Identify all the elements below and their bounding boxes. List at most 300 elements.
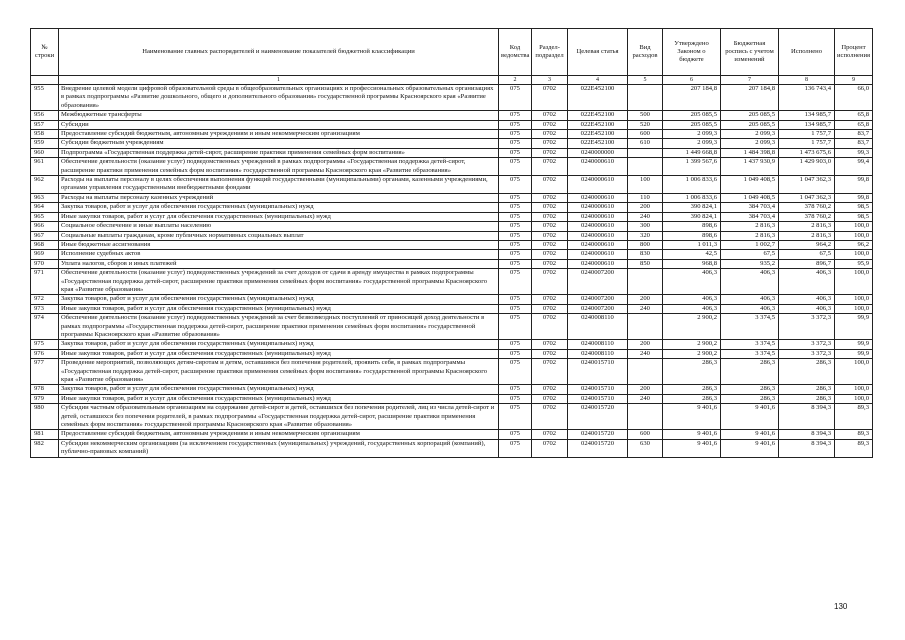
ministry-code-cell: 075	[499, 240, 532, 249]
budget-list-amount-cell: 406,3	[721, 295, 779, 304]
table-row	[31, 295, 873, 304]
ministry-code-cell: 075	[499, 269, 532, 295]
expense-type-cell: 600	[628, 430, 663, 439]
ministry-code-cell: 075	[499, 111, 532, 120]
target-item-cell: 022E452100	[568, 85, 628, 111]
section-cell: 0702	[532, 240, 568, 249]
ministry-code-cell: 075	[499, 148, 532, 157]
header-expense-type: Вид расходов	[628, 29, 663, 76]
approved-amount-cell: 207 184,8	[663, 85, 721, 111]
ministry-code-cell: 075	[499, 222, 532, 231]
row-name-cell: Иные закупки товаров, работ и услуг для обеспечения государственных (муниципальных) нужд	[59, 212, 499, 221]
ministry-code-cell: 075	[499, 250, 532, 259]
section-cell: 0702	[532, 212, 568, 221]
section-cell: 0702	[532, 148, 568, 157]
row-number-cell: 979	[31, 394, 59, 403]
header-row-no: № строки	[31, 29, 59, 76]
target-item-cell: 0240000610	[568, 176, 628, 194]
approved-amount-cell: 286,3	[663, 394, 721, 403]
ministry-code-cell: 075	[499, 314, 532, 340]
table-row	[31, 212, 873, 221]
executed-amount-cell: 8 394,3	[779, 430, 835, 439]
table-row	[31, 314, 873, 340]
percent-cell: 100,0	[835, 222, 873, 231]
ministry-code-cell: 075	[499, 130, 532, 139]
percent-cell: 99,9	[835, 314, 873, 340]
budget-list-amount-cell: 1 437 930,9	[721, 158, 779, 176]
target-item-cell: 0240000610	[568, 193, 628, 202]
row-number-cell: 981	[31, 430, 59, 439]
target-item-cell: 0240007200	[568, 295, 628, 304]
ministry-code-cell: 075	[499, 85, 532, 111]
section-cell: 0702	[532, 385, 568, 394]
percent-cell: 99,8	[835, 176, 873, 194]
row-name-cell: Предоставление субсидий бюджетным, автономным учреждениям и иным некоммерческим организациям	[59, 430, 499, 439]
table-row	[31, 111, 873, 120]
ministry-code-cell: 075	[499, 439, 532, 457]
table-row	[31, 304, 873, 313]
target-item-cell: 0240015710	[568, 359, 628, 385]
ministry-code-cell: 075	[499, 404, 532, 430]
row-number-cell: 955	[31, 85, 59, 111]
executed-amount-cell: 1 757,7	[779, 139, 835, 148]
row-number-cell: 963	[31, 193, 59, 202]
budget-list-amount-cell: 205 085,5	[721, 120, 779, 129]
row-name-cell: Закупка товаров, работ и услуг для обеспечения государственных (муниципальных) нужд	[59, 340, 499, 349]
table-row	[31, 439, 873, 457]
percent-cell: 98,5	[835, 212, 873, 221]
section-cell: 0702	[532, 111, 568, 120]
section-cell: 0702	[532, 231, 568, 240]
ministry-code-cell: 075	[499, 430, 532, 439]
target-item-cell: 0240015720	[568, 430, 628, 439]
column-number: 8	[779, 76, 835, 85]
target-item-cell: 0240008110	[568, 314, 628, 340]
row-number-cell: 976	[31, 349, 59, 358]
percent-cell: 65,8	[835, 111, 873, 120]
percent-cell: 83,7	[835, 139, 873, 148]
section-cell: 0702	[532, 394, 568, 403]
table-row	[31, 120, 873, 129]
column-number: 2	[499, 76, 532, 85]
budget-list-amount-cell: 67,5	[721, 250, 779, 259]
budget-list-amount-cell: 406,3	[721, 304, 779, 313]
row-name-cell: Расходы на выплаты персоналу казенных учреждений	[59, 193, 499, 202]
row-number-cell: 964	[31, 203, 59, 212]
executed-amount-cell: 2 816,3	[779, 231, 835, 240]
column-number: 9	[835, 76, 873, 85]
header-row	[31, 29, 873, 76]
budget-list-amount-cell: 3 374,5	[721, 349, 779, 358]
approved-amount-cell: 2 900,2	[663, 349, 721, 358]
approved-amount-cell: 898,6	[663, 231, 721, 240]
section-cell: 0702	[532, 203, 568, 212]
ministry-code-cell: 075	[499, 212, 532, 221]
table-row	[31, 359, 873, 385]
column-number	[31, 76, 59, 85]
column-number: 6	[663, 76, 721, 85]
row-number-cell: 972	[31, 295, 59, 304]
approved-amount-cell: 2 099,3	[663, 130, 721, 139]
percent-cell: 100,0	[835, 231, 873, 240]
row-name-cell: Субсидии некоммерческим организациям (за исключением государственных (муниципальных) учреждений, государственных корпораций (компаний), публично-правовых компаний)	[59, 439, 499, 457]
row-number-cell: 974	[31, 314, 59, 340]
approved-amount-cell: 1 449 668,8	[663, 148, 721, 157]
expense-type-cell: 240	[628, 304, 663, 313]
percent-cell: 83,7	[835, 130, 873, 139]
table-body	[31, 85, 873, 458]
table-row	[31, 385, 873, 394]
table-row	[31, 394, 873, 403]
section-cell: 0702	[532, 130, 568, 139]
percent-cell: 89,3	[835, 404, 873, 430]
budget-list-amount-cell: 1 049 408,5	[721, 176, 779, 194]
executed-amount-cell: 3 372,3	[779, 340, 835, 349]
ministry-code-cell: 075	[499, 349, 532, 358]
ministry-code-cell: 075	[499, 394, 532, 403]
table-row	[31, 240, 873, 249]
executed-amount-cell: 1 047 362,3	[779, 193, 835, 202]
table-row	[31, 85, 873, 111]
expense-type-cell: 200	[628, 385, 663, 394]
target-item-cell: 0240000610	[568, 250, 628, 259]
ministry-code-cell: 075	[499, 158, 532, 176]
executed-amount-cell: 964,2	[779, 240, 835, 249]
expense-type-cell: 520	[628, 120, 663, 129]
header-approved: Утверждено Законом о бюджете	[663, 29, 721, 76]
approved-amount-cell: 9 401,6	[663, 430, 721, 439]
executed-amount-cell: 8 394,3	[779, 439, 835, 457]
expense-type-cell: 600	[628, 130, 663, 139]
approved-amount-cell: 1 006 833,6	[663, 176, 721, 194]
executed-amount-cell: 134 985,7	[779, 120, 835, 129]
approved-amount-cell: 1 399 567,6	[663, 158, 721, 176]
section-cell: 0702	[532, 404, 568, 430]
percent-cell: 65,8	[835, 120, 873, 129]
row-number-cell: 961	[31, 158, 59, 176]
target-item-cell: 022E452100	[568, 120, 628, 129]
column-number: 1	[59, 76, 499, 85]
budget-list-amount-cell: 9 401,6	[721, 404, 779, 430]
table-row	[31, 404, 873, 430]
ministry-code-cell: 075	[499, 304, 532, 313]
percent-cell: 99,3	[835, 148, 873, 157]
budget-list-amount-cell: 3 374,5	[721, 314, 779, 340]
approved-amount-cell: 406,3	[663, 295, 721, 304]
row-number-cell: 978	[31, 385, 59, 394]
target-item-cell: 0240000610	[568, 212, 628, 221]
percent-cell: 66,0	[835, 85, 873, 111]
row-name-cell: Субсидии частным образовательным организациям на содержание детей-сирот и детей, оставшихся без попечения родителей, лиц из числа детей-сирот и детей, оставшихся без попечения родителей, в рамках подпрограммы «Государственная поддержка детей-сирот, расширение практики применения семейных форм воспитания» государственной программы Красноярского края «Развитие образования»	[59, 404, 499, 430]
table-row	[31, 349, 873, 358]
expense-type-cell: 100	[628, 176, 663, 194]
budget-report-page	[30, 28, 872, 458]
budget-list-amount-cell: 384 703,4	[721, 203, 779, 212]
approved-amount-cell: 898,6	[663, 222, 721, 231]
expense-type-cell: 830	[628, 250, 663, 259]
percent-cell: 100,0	[835, 295, 873, 304]
row-number-cell: 973	[31, 304, 59, 313]
row-number-cell: 958	[31, 130, 59, 139]
row-number-cell: 967	[31, 231, 59, 240]
section-cell: 0702	[532, 439, 568, 457]
target-item-cell: 0240000000	[568, 148, 628, 157]
section-cell: 0702	[532, 269, 568, 295]
target-item-cell: 0240015720	[568, 404, 628, 430]
section-cell: 0702	[532, 359, 568, 385]
column-number: 7	[721, 76, 779, 85]
percent-cell: 99,9	[835, 349, 873, 358]
section-cell: 0702	[532, 120, 568, 129]
target-item-cell: 0240000610	[568, 158, 628, 176]
column-number-row	[31, 76, 873, 85]
budget-list-amount-cell: 286,3	[721, 394, 779, 403]
executed-amount-cell: 406,3	[779, 269, 835, 295]
row-number-cell: 982	[31, 439, 59, 457]
table-row	[31, 176, 873, 194]
row-number-cell: 956	[31, 111, 59, 120]
row-number-cell: 965	[31, 212, 59, 221]
row-name-cell: Обеспечение деятельности (оказание услуг) подведомственных учреждений в рамках подпрограммы «Государственная поддержка детей-сирот, расширение практики применения семейных форм воспитания» государственной программы Красноярского края «Развитие образования»	[59, 158, 499, 176]
percent-cell: 99,8	[835, 193, 873, 202]
approved-amount-cell: 286,3	[663, 359, 721, 385]
approved-amount-cell: 968,8	[663, 259, 721, 268]
executed-amount-cell: 1 047 362,3	[779, 176, 835, 194]
table-row	[31, 193, 873, 202]
executed-amount-cell: 3 372,3	[779, 349, 835, 358]
row-number-cell: 966	[31, 222, 59, 231]
budget-list-amount-cell: 9 401,6	[721, 439, 779, 457]
row-name-cell: Предоставление субсидий бюджетным, автономным учреждениям и иным некоммерческим организациям	[59, 130, 499, 139]
row-number-cell: 959	[31, 139, 59, 148]
budget-list-amount-cell: 9 401,6	[721, 430, 779, 439]
expense-type-cell	[628, 148, 663, 157]
percent-cell: 95,9	[835, 259, 873, 268]
page-number: 130	[834, 602, 848, 611]
section-cell: 0702	[532, 85, 568, 111]
percent-cell: 100,0	[835, 304, 873, 313]
target-item-cell: 022E452100	[568, 111, 628, 120]
expense-type-cell: 200	[628, 295, 663, 304]
approved-amount-cell: 1 011,3	[663, 240, 721, 249]
percent-cell: 100,0	[835, 269, 873, 295]
row-name-cell: Иные закупки товаров, работ и услуг для обеспечения государственных (муниципальных) нужд	[59, 394, 499, 403]
percent-cell: 98,5	[835, 203, 873, 212]
ministry-code-cell: 075	[499, 231, 532, 240]
section-cell: 0702	[532, 304, 568, 313]
approved-amount-cell: 1 006 833,6	[663, 193, 721, 202]
row-name-cell: Исполнение судебных актов	[59, 250, 499, 259]
executed-amount-cell: 2 816,3	[779, 222, 835, 231]
table-row	[31, 148, 873, 157]
row-name-cell: Иные бюджетные ассигнования	[59, 240, 499, 249]
expense-type-cell: 110	[628, 193, 663, 202]
executed-amount-cell: 406,3	[779, 304, 835, 313]
budget-list-amount-cell: 384 703,4	[721, 212, 779, 221]
expense-type-cell: 300	[628, 222, 663, 231]
percent-cell: 100,0	[835, 394, 873, 403]
budget-list-amount-cell: 2 816,3	[721, 231, 779, 240]
percent-cell: 100,0	[835, 385, 873, 394]
column-number: 3	[532, 76, 568, 85]
section-cell: 0702	[532, 340, 568, 349]
header-executed: Исполнено	[779, 29, 835, 76]
row-number-cell: 975	[31, 340, 59, 349]
expense-type-cell	[628, 404, 663, 430]
header-section: Раздел-подраздел	[532, 29, 568, 76]
row-number-cell: 980	[31, 404, 59, 430]
budget-list-amount-cell: 1 049 408,5	[721, 193, 779, 202]
approved-amount-cell: 406,3	[663, 304, 721, 313]
approved-amount-cell: 205 085,5	[663, 120, 721, 129]
row-name-cell: Межбюджетные трансферты	[59, 111, 499, 120]
row-name-cell: Социальные выплаты гражданам, кроме публичных нормативных социальных выплат	[59, 231, 499, 240]
approved-amount-cell: 2 099,3	[663, 139, 721, 148]
expense-type-cell	[628, 269, 663, 295]
target-item-cell: 0240000610	[568, 231, 628, 240]
expense-type-cell: 200	[628, 203, 663, 212]
ministry-code-cell: 075	[499, 340, 532, 349]
target-item-cell: 0240000610	[568, 222, 628, 231]
approved-amount-cell: 2 900,2	[663, 340, 721, 349]
row-name-cell: Закупка товаров, работ и услуг для обеспечения государственных (муниципальных) нужд	[59, 203, 499, 212]
percent-cell: 99,4	[835, 158, 873, 176]
target-item-cell: 0240008110	[568, 349, 628, 358]
expense-type-cell: 240	[628, 212, 663, 221]
table-row	[31, 250, 873, 259]
section-cell: 0702	[532, 139, 568, 148]
approved-amount-cell: 406,3	[663, 269, 721, 295]
target-item-cell: 0240007200	[568, 269, 628, 295]
expense-type-cell: 610	[628, 139, 663, 148]
section-cell: 0702	[532, 222, 568, 231]
table-row	[31, 269, 873, 295]
approved-amount-cell: 42,5	[663, 250, 721, 259]
row-name-cell: Проведение мероприятий, позволяющих детям-сиротам и детям, оставшимся без попечения родителей, проявить себя, в рамках подпрограммы «Государственная поддержка детей-сирот, расширение практики применения семейных форм воспитания» государственной программы Красноярского края «Развитие образования»	[59, 359, 499, 385]
target-item-cell: 0240000610	[568, 259, 628, 268]
executed-amount-cell: 286,3	[779, 359, 835, 385]
row-name-cell: Закупка товаров, работ и услуг для обеспечения государственных (муниципальных) нужд	[59, 385, 499, 394]
table-row	[31, 158, 873, 176]
approved-amount-cell: 2 900,2	[663, 314, 721, 340]
row-number-cell: 970	[31, 259, 59, 268]
budget-list-amount-cell: 286,3	[721, 359, 779, 385]
executed-amount-cell: 286,3	[779, 394, 835, 403]
executed-amount-cell: 134 985,7	[779, 111, 835, 120]
budget-list-amount-cell: 3 374,5	[721, 340, 779, 349]
executed-amount-cell: 406,3	[779, 295, 835, 304]
expense-type-cell: 850	[628, 259, 663, 268]
executed-amount-cell: 67,5	[779, 250, 835, 259]
row-name-cell: Внедрение целевой модели цифровой образовательной среды в общеобразовательных организациях и профессиональных образовательных организациях в рамках подпрограммы «Развитие дошкольного, общего и дополнительного образования» государственной программы Красноярского края «Развитие образования»	[59, 85, 499, 111]
header-name: Наименование главных распорядителей и наименование показателей бюджетной классификации	[59, 29, 499, 76]
target-item-cell: 0240000610	[568, 203, 628, 212]
table-row	[31, 222, 873, 231]
target-item-cell: 0240007200	[568, 304, 628, 313]
ministry-code-cell: 075	[499, 295, 532, 304]
target-item-cell: 0240000610	[568, 240, 628, 249]
row-name-cell: Уплата налогов, сборов и иных платежей	[59, 259, 499, 268]
column-number: 5	[628, 76, 663, 85]
section-cell: 0702	[532, 349, 568, 358]
row-name-cell: Расходы на выплаты персоналу в целях обеспечения выполнения функций государственными (муниципальными) органами, казенными учреждениями, органами управления государственными внебюджетными фондами	[59, 176, 499, 194]
percent-cell: 100,0	[835, 359, 873, 385]
section-cell: 0702	[532, 193, 568, 202]
ministry-code-cell: 075	[499, 359, 532, 385]
target-item-cell: 022E452100	[568, 139, 628, 148]
executed-amount-cell: 1 473 675,6	[779, 148, 835, 157]
executed-amount-cell: 896,7	[779, 259, 835, 268]
budget-list-amount-cell: 2 816,3	[721, 222, 779, 231]
approved-amount-cell: 390 824,1	[663, 203, 721, 212]
row-name-cell: Иные закупки товаров, работ и услуг для обеспечения государственных (муниципальных) нужд	[59, 304, 499, 313]
ministry-code-cell: 075	[499, 193, 532, 202]
table-row	[31, 231, 873, 240]
table-row	[31, 130, 873, 139]
budget-list-amount-cell: 406,3	[721, 269, 779, 295]
section-cell: 0702	[532, 176, 568, 194]
expense-type-cell: 630	[628, 439, 663, 457]
percent-cell: 100,0	[835, 250, 873, 259]
row-number-cell: 977	[31, 359, 59, 385]
target-item-cell: 0240015710	[568, 385, 628, 394]
section-cell: 0702	[532, 295, 568, 304]
executed-amount-cell: 378 760,2	[779, 212, 835, 221]
ministry-code-cell: 075	[499, 139, 532, 148]
row-name-cell: Обеспечение деятельности (оказание услуг) подведомственных учреждений за счет доходов от сдачи в аренду имущества в рамках подпрограммы «Государственная поддержка детей-сирот, расширение практики применения семейных форм воспитания» государственной программы Красноярского края «Развитие образования»	[59, 269, 499, 295]
approved-amount-cell: 286,3	[663, 385, 721, 394]
row-number-cell: 971	[31, 269, 59, 295]
budget-list-amount-cell: 2 099,3	[721, 130, 779, 139]
section-cell: 0702	[532, 250, 568, 259]
budget-list-amount-cell: 1 002,7	[721, 240, 779, 249]
ministry-code-cell: 075	[499, 385, 532, 394]
budget-list-amount-cell: 1 484 398,8	[721, 148, 779, 157]
section-cell: 0702	[532, 314, 568, 340]
target-item-cell: 022E452100	[568, 130, 628, 139]
executed-amount-cell: 286,3	[779, 385, 835, 394]
executed-amount-cell: 378 760,2	[779, 203, 835, 212]
budget-list-amount-cell: 205 085,5	[721, 111, 779, 120]
expense-type-cell	[628, 314, 663, 340]
row-name-cell: Обеспечение деятельности (оказание услуг) подведомственных учреждений за счет безвозмездных поступлений от приносящей доход деятельности в рамках подпрограммы «Государственная поддержка детей-сирот, расширение практики применения семейных форм воспитания» государственной программы Красноярского края «Развитие образования»	[59, 314, 499, 340]
table-row	[31, 139, 873, 148]
executed-amount-cell: 3 372,3	[779, 314, 835, 340]
section-cell: 0702	[532, 158, 568, 176]
row-name-cell: Иные закупки товаров, работ и услуг для обеспечения государственных (муниципальных) нужд	[59, 349, 499, 358]
row-number-cell: 957	[31, 120, 59, 129]
section-cell: 0702	[532, 430, 568, 439]
row-number-cell: 962	[31, 176, 59, 194]
budget-execution-table	[30, 28, 873, 458]
executed-amount-cell: 136 743,4	[779, 85, 835, 111]
header-ministry-code: Код ведомства	[499, 29, 532, 76]
expense-type-cell: 200	[628, 340, 663, 349]
budget-list-amount-cell: 2 099,3	[721, 139, 779, 148]
header-target-item: Целевая статья	[568, 29, 628, 76]
percent-cell: 89,3	[835, 439, 873, 457]
approved-amount-cell: 9 401,6	[663, 404, 721, 430]
expense-type-cell	[628, 359, 663, 385]
expense-type-cell	[628, 158, 663, 176]
header-budget-list: Бюджетная роспись с учетом изменений	[721, 29, 779, 76]
row-number-cell: 960	[31, 148, 59, 157]
expense-type-cell	[628, 85, 663, 111]
row-name-cell: Субсидии	[59, 120, 499, 129]
budget-list-amount-cell: 207 184,8	[721, 85, 779, 111]
ministry-code-cell: 075	[499, 176, 532, 194]
ministry-code-cell: 075	[499, 259, 532, 268]
